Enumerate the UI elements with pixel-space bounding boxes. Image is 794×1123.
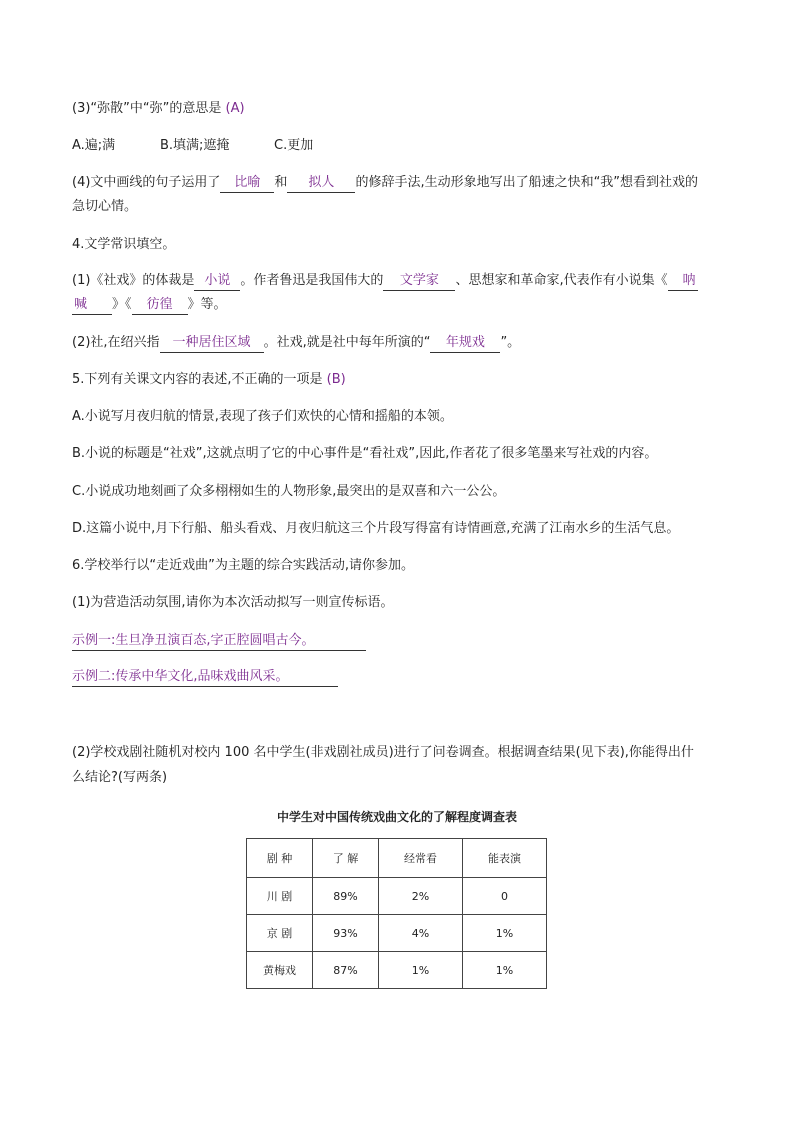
table-header-cell: 剧 种 [247, 839, 313, 878]
s6-q1: (1)为营造活动氛围,请你为本次活动拟写一则宣传标语。 [72, 595, 394, 610]
s4-item1-blank4-answer: 彷徨 [146, 297, 173, 312]
table-cell: 2% [379, 878, 463, 915]
s6-q2-line2: 么结论?(写两条) [72, 770, 168, 785]
s4-item1-blank3b [72, 296, 112, 315]
s6-stem: 6.学校举行以“走近戏曲”为主题的综合实践活动,请你参加。 [72, 558, 415, 573]
q4-blank2-answer: 拟人 [308, 175, 335, 190]
table-header-row [247, 839, 547, 878]
s4-item1-blank1 [194, 272, 240, 291]
q4-suffix: 的修辞手法,生动形象地写出了船速之快和“我”想看到社戏的 [355, 175, 699, 190]
s4-item2-blank1-answer: 一种居住区域 [172, 335, 251, 350]
survey-table [246, 838, 547, 989]
s6-example2-underline [72, 668, 338, 687]
s6-example1 [72, 632, 366, 651]
q4-blank1-answer: 比喻 [234, 175, 261, 190]
s4-item1-blank3a [668, 272, 698, 291]
s4-item1-blank3b-answer: 喊 [74, 297, 88, 312]
s4-item1-line2 [72, 296, 227, 315]
s4-item1-mid1: 。作者鲁迅是我国伟大的 [240, 273, 384, 288]
s4-item2-blank2 [430, 334, 500, 353]
s6-example1-underline [72, 632, 366, 651]
s5-option-b: B.小说的标题是“社戏”,这就点明了它的中心事件是“看社戏”,因此,作者花了很多笔墨来写社戏的内容。 [72, 446, 658, 461]
s4-item1-prefix: (1)《社戏》的体裁是 [72, 273, 195, 288]
s4-item1-blank4 [132, 296, 188, 315]
s4-item1-mid2: 、思想家和革命家,代表作有小说集《 [455, 273, 668, 288]
q4-blank2 [287, 174, 355, 193]
q3-options [72, 137, 314, 155]
table-header-cell: 能表演 [463, 839, 547, 878]
q3-option-b: B.填满;遮掩 [160, 138, 230, 153]
s4-item1-blank3a-answer: 呐 [682, 273, 696, 288]
s4-item2-end: ”。 [500, 335, 521, 350]
s4-item2 [72, 334, 520, 353]
s4-item2-blank1 [160, 334, 264, 353]
q4-mid: 和 [274, 175, 288, 190]
s4-heading: 4.文学常识填空。 [72, 237, 176, 252]
s4-item1-end: 》等。 [187, 297, 227, 312]
s5-option-d: D.这篇小说中,月下行船、船头看戏、月夜归航这三个片段写得富有诗情画意,充满了江南水乡的生活气息。 [72, 521, 680, 536]
s5-stem [72, 371, 346, 389]
table-cell: 1% [463, 952, 547, 989]
s6-example2-text: 示例二:传承中华文化,品味戏曲风采。 [72, 669, 289, 684]
table-header-cell: 经常看 [379, 839, 463, 878]
table-cell: 93% [313, 915, 379, 952]
q4-blank1 [220, 174, 274, 193]
s5-answer: (B) [326, 372, 346, 387]
s4-item1-blank2 [383, 272, 455, 291]
s4-item2-mid: 。社戏,就是社中每年所演的“ [263, 335, 431, 350]
table-row [247, 915, 547, 952]
s4-item2-blank2-answer: 年规戏 [445, 335, 485, 350]
q3-option-c: C.更加 [274, 138, 314, 153]
table-cell: 89% [313, 878, 379, 915]
q4-line1 [72, 174, 698, 193]
table-cell: 黄梅戏 [247, 952, 313, 989]
q3-option-a: A.遍;满 [72, 138, 116, 153]
q4-line2: 急切心情。 [72, 199, 138, 214]
table-title: 中学生对中国传统戏曲文化的了解程度调查表 [276, 810, 517, 824]
table-row [247, 952, 547, 989]
s6-q2-line1: (2)学校戏剧社随机对校内 100 名中学生(非戏剧社成员)进行了问卷调查。根据调查结果(见下表),你能得出什 [72, 745, 694, 760]
s6-example2 [72, 668, 338, 687]
table-cell: 4% [379, 915, 463, 952]
table-cell: 0 [463, 878, 547, 915]
s4-item1-mid3: 》《 [112, 297, 132, 312]
table-cell: 1% [379, 952, 463, 989]
q3-stem-text: (3)“弥散”中“弥”的意思是 [72, 101, 226, 116]
q3-answer: (A) [225, 101, 245, 116]
table-cell: 京 剧 [247, 915, 313, 952]
table-cell: 川 剧 [247, 878, 313, 915]
s4-item2-prefix: (2)社,在绍兴指 [72, 335, 160, 350]
table-header-cell: 了 解 [313, 839, 379, 878]
s5-option-c: C.小说成功地刻画了众多栩栩如生的人物形象,最突出的是双喜和六一公公。 [72, 484, 506, 499]
table-cell: 1% [463, 915, 547, 952]
table-row [247, 878, 547, 915]
s5-option-a: A.小说写月夜归航的情景,表现了孩子们欢快的心情和摇船的本领。 [72, 409, 453, 424]
s6-example1-text: 示例一:生旦净丑演百态,字正腔圆唱古今。 [72, 633, 315, 648]
table-cell: 87% [313, 952, 379, 989]
s5-stem-text: 5.下列有关课文内容的表述,不正确的一项是 [72, 372, 327, 387]
s4-item1-line1 [72, 272, 698, 291]
s4-item1-blank2-answer: 文学家 [399, 273, 439, 288]
q4-prefix: (4)文中画线的句子运用了 [72, 175, 221, 190]
q3-stem [72, 100, 245, 118]
s4-item1-blank1-answer: 小说 [204, 273, 231, 288]
